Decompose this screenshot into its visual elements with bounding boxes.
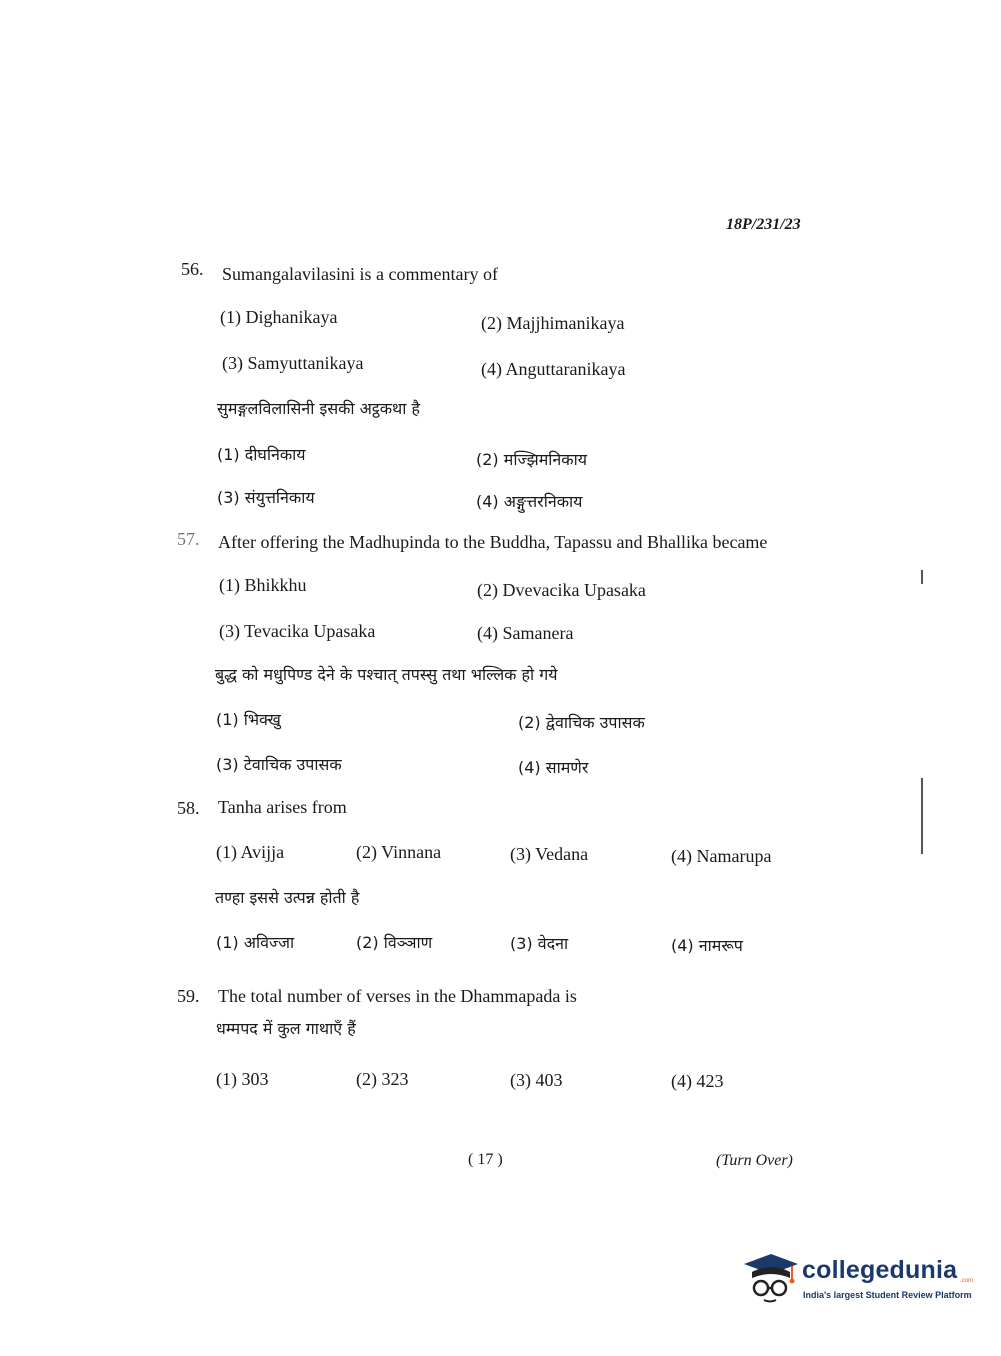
question-text-hi: तण्हा इससे उत्पन्न होती है [215, 888, 360, 907]
option-en: (4) Namarupa [671, 846, 772, 866]
option-hi: (3) संयुत्तनिकाय [217, 488, 315, 507]
option: (2) 323 [356, 1069, 409, 1089]
paper-code: 18P/231/23 [726, 216, 801, 233]
logo-wordmark: collegedunia [802, 1256, 958, 1284]
option: (1) 303 [216, 1069, 269, 1089]
turn-over-label: (Turn Over) [716, 1152, 793, 1169]
option-en: (4) Anguttaranikaya [481, 359, 626, 379]
question-number: 58. [177, 798, 200, 818]
option-en: (2) Majjhimanikaya [481, 313, 625, 333]
option-hi: (2) द्वेवाचिक उपासक [518, 713, 645, 732]
option-en: (4) Samanera [477, 623, 574, 643]
option: (3) 403 [510, 1070, 563, 1090]
question-text-en: After offering the Madhupinda to the Buddha, Tapassu and Bhallika became [218, 532, 768, 552]
option-en: (3) Samyuttanikaya [222, 353, 364, 373]
option-hi: (2) मज्झिमनिकाय [476, 450, 588, 469]
option-hi: (3) वेदना [510, 934, 569, 953]
question-text-hi: बुद्ध को मधुपिण्ड देने के पश्चात् तपस्सु तथा भल्लिक हो गये [215, 665, 558, 684]
option-hi: (1) अविज्जा [216, 933, 295, 952]
option-hi: (3) टेवाचिक उपासक [216, 755, 342, 774]
question-number: 59. [177, 986, 200, 1006]
question-text-en: Tanha arises from [218, 797, 347, 817]
option-hi: (4) नामरूप [671, 936, 743, 955]
option-hi: (4) सामणेर [518, 758, 589, 777]
logo-tagline: India's largest Student Review Platform [803, 1290, 972, 1300]
option-hi: (4) अङ्गुत्तरनिकाय [476, 492, 583, 511]
question-text-en: Sumangalavilasini is a commentary of [222, 264, 498, 284]
option-en: (2) Dvevacika Upasaka [477, 580, 646, 600]
option-en: (1) Bhikkhu [219, 575, 307, 595]
option-en: (3) Tevacika Upasaka [219, 621, 376, 641]
option-en: (2) Vinnana [356, 842, 442, 862]
scan-mark [921, 570, 923, 584]
question-number: 56. [181, 259, 204, 279]
option-en: (1) Avijja [216, 842, 285, 862]
question-number: 57. [177, 529, 200, 549]
option-hi: (1) भिक्खु [216, 710, 281, 729]
scan-mark [921, 778, 923, 854]
option-hi: (1) दीघनिकाय [217, 445, 306, 464]
question-text-hi: सुमङ्गलविलासिनी इसकी अट्ठकथा है [217, 399, 420, 418]
option-en: (3) Vedana [510, 844, 589, 864]
mascot-icon [742, 1250, 800, 1308]
question-text-hi: धम्मपद में कुल गाथाएँ हैं [216, 1019, 356, 1038]
logo-suffix: .com [960, 1278, 974, 1284]
option: (4) 423 [671, 1071, 724, 1091]
option-hi: (2) विञ्ञाण [356, 933, 433, 952]
page-number: ( 17 ) [468, 1151, 503, 1168]
option-en: (1) Dighanikaya [220, 307, 338, 327]
collegedunia-logo [742, 1250, 972, 1320]
question-text-en: The total number of verses in the Dhammapada is [218, 986, 577, 1006]
